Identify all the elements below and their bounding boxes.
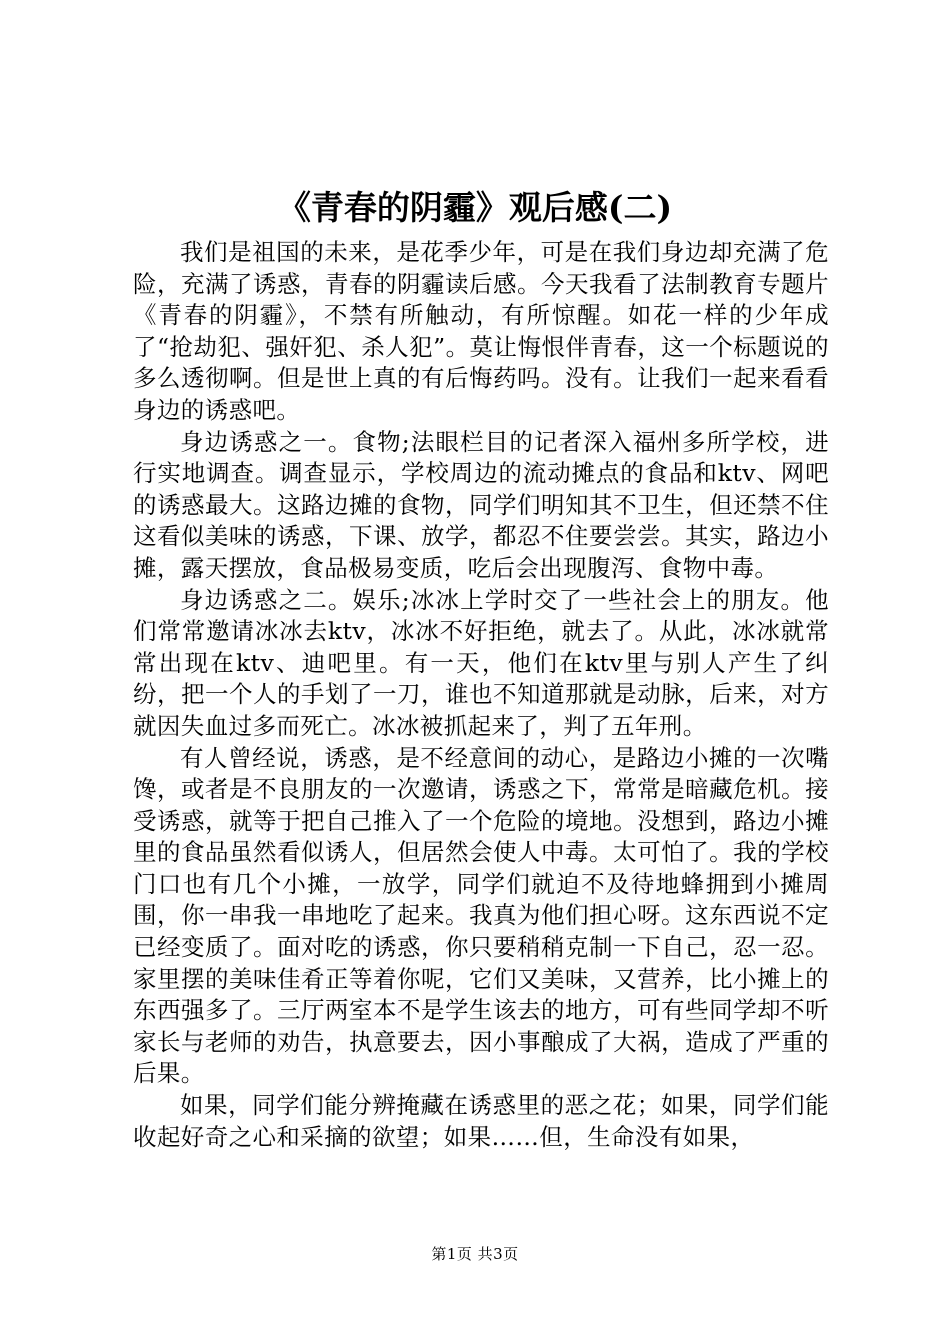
page-number-footer: 第1页 共3页: [431, 1245, 519, 1263]
paragraph-reflection: 有人曾经说，诱惑，是不经意间的动心，是路边小摊的一次嘴馋，或者是不良朋友的一次邀请，诱惑之下，常常是暗藏危机。接受诱惑，就等于把自己推入了一个危险的境地。没想到，路边小摊里的食品虽然看似诱人，但居然会使人中毒。太可怕了。我的学校门口也有几个小摊，一放学，同学们就迫不及待地蜂拥到小摊周围，你一串我一串地吃了起来。我真为他们担心呀。这东西说不定已经变质了。面对吃的诱惑，你只要稍稍克制一下自己，忍一忍。家里摆的美味佳肴正等着你呢，它们又美味，又营养，比小摊上的东西强多了。三厅两室本不是学生该去的地方，可有些同学却不听家长与老师的劝告，执意要去，因小事酿成了大祸，造成了严重的后果。: [133, 743, 829, 1088]
document-body: [133, 237, 829, 1153]
paragraph-temptation-food: 身边诱惑之一。食物;法眼栏目的记者深入福州多所学校，进行实地调查。调查显示，学校周边的流动摊点的食品和ktv、网吧的诱惑最大。这路边摊的食物，同学们明知其不卫生，但还禁不住这看似美味的诱惑，下课、放学，都忍不住要尝尝。其实，路边小摊，露天摆放，食品极易变质，吃后会出现腹泻、食物中毒。: [133, 427, 829, 582]
paragraph-intro: 我们是祖国的未来，是花季少年，可是在我们身边却充满了危险，充满了诱惑，青春的阴霾读后感。今天我看了法制教育专题片《青春的阴霾》，不禁有所触动，有所惊醒。如花一样的少年成了“抢劫犯、强奸犯、杀人犯”。莫让悔恨伴青春，这一个标题说的多么透彻啊。但是世上真的有后悔药吗。没有。让我们一起来看看身边的诱惑吧。: [133, 238, 829, 424]
paragraph-temptation-entertainment: 身边诱惑之二。娱乐;冰冰上学时交了一些社会上的朋友。他们常常邀请冰冰去ktv，冰冰不好拒绝，就去了。从此，冰冰就常常出现在ktv、迪吧里。有一天，他们在ktv里与别人产生了纠纷，把一个人的手划了一刀，谁也不知道那就是动脉，后来，对方就因失血过多而死亡。冰冰被抓起来了，判了五年刑。: [133, 585, 829, 740]
document-title: 《青春的阴霾》观后感(二): [277, 188, 673, 227]
paragraph-conclusion: 如果，同学们能分辨掩藏在诱惑里的恶之花；如果，同学们能收起好奇之心和采摘的欲望；如果……但，生命没有如果，: [133, 1091, 829, 1151]
